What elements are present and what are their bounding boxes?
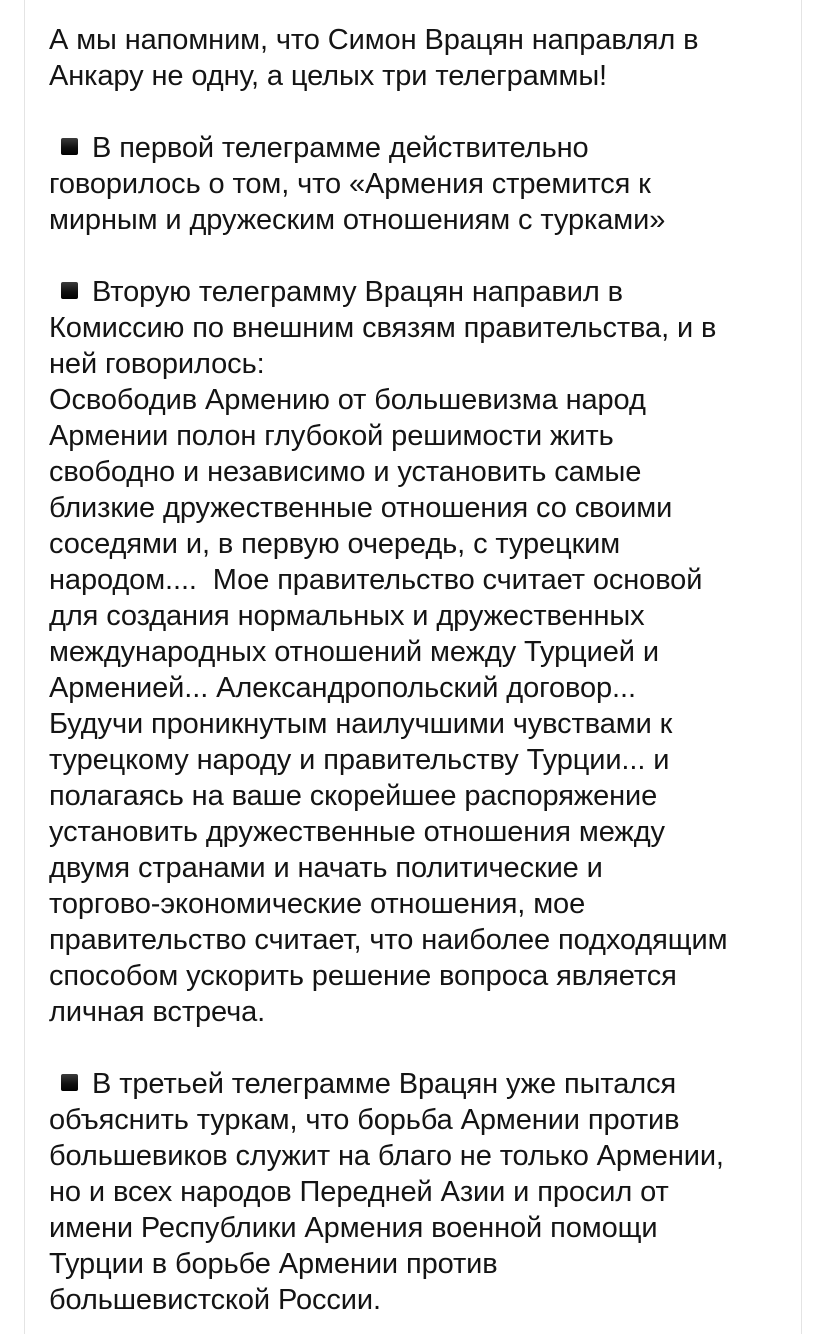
text-line: свободно и независимо и установить самые (49, 456, 642, 488)
bullet-line (49, 1066, 809, 1102)
text-line: имени Республики Армения военной помощи (49, 1212, 658, 1244)
telegram-3-paragraph (49, 1066, 809, 1318)
text-line: личная встреча. (49, 996, 266, 1028)
text-line: Освободив Армению от большевизма народ (49, 384, 646, 416)
text-line: соседями и, в первую очередь, с турецким (49, 528, 621, 560)
text-line: Армении полон глубокой решимости жить (49, 420, 614, 452)
text-line: Вторую телеграмму Врацян направил в (92, 276, 623, 308)
black-square-icon (61, 282, 78, 299)
text-line: двумя странами и начать политические и (49, 852, 603, 884)
text-line: Будучи проникнутым наилучшими чувствами к (49, 708, 673, 740)
text-line: близкие дружественные отношения со своими (49, 492, 673, 524)
text-line: Турции в борьбе Армении против (49, 1248, 498, 1280)
text-line: народом.... Мое правительство считает основой (49, 564, 703, 596)
text-line: большевиков служит на благо не только Армении, (49, 1140, 724, 1172)
text-line: В первой телеграмме действительно (92, 132, 589, 164)
text-line: говорилось о том, что «Армения стремится к (49, 168, 651, 200)
text-line: объяснить туркам, что борьба Армении против (49, 1104, 680, 1136)
paragraph-gap (49, 238, 809, 274)
paragraph-gap (49, 1030, 809, 1066)
text-line: ней говорилось: (49, 348, 265, 380)
telegram-2-paragraph (49, 274, 809, 1030)
text-line: Арменией... Александропольский договор... (49, 672, 636, 704)
telegram-1-paragraph (49, 130, 809, 238)
text-line: международных отношений между Турцией и (49, 636, 659, 668)
text-line: В третьей телеграмме Врацян уже пытался (92, 1068, 677, 1100)
message-text (49, 22, 809, 1318)
text-line: правительство считает, что наиболее подходящим (49, 924, 728, 956)
paragraph-gap (49, 94, 809, 130)
intro-paragraph (49, 22, 809, 94)
text-line: установить дружественные отношения между (49, 816, 665, 848)
text-line: Комиссию по внешним связям правительства, и в (49, 312, 717, 344)
text-line: Анкару не одну, а целых три телеграммы! (49, 60, 608, 92)
text-line: для создания нормальных и дружественных (49, 600, 645, 632)
text-line: большевистской России. (49, 1284, 381, 1316)
text-line: но и всех народов Передней Азии и просил от (49, 1176, 669, 1208)
text-line: полагаясь на ваше скорейшее распоряжение (49, 780, 658, 812)
text-line: мирным и дружеским отношениям с турками» (49, 204, 666, 236)
text-line: турецкому народу и правительству Турции... и (49, 744, 670, 776)
text-line: торгово-экономические отношения, мое (49, 888, 586, 920)
bullet-line (49, 130, 809, 166)
black-square-icon (61, 138, 78, 155)
text-line: способом ускорить решение вопроса является (49, 960, 677, 992)
text-line: А мы напомним, что Симон Врацян направлял в (49, 24, 699, 56)
bullet-line (49, 274, 809, 310)
black-square-icon (61, 1074, 78, 1091)
